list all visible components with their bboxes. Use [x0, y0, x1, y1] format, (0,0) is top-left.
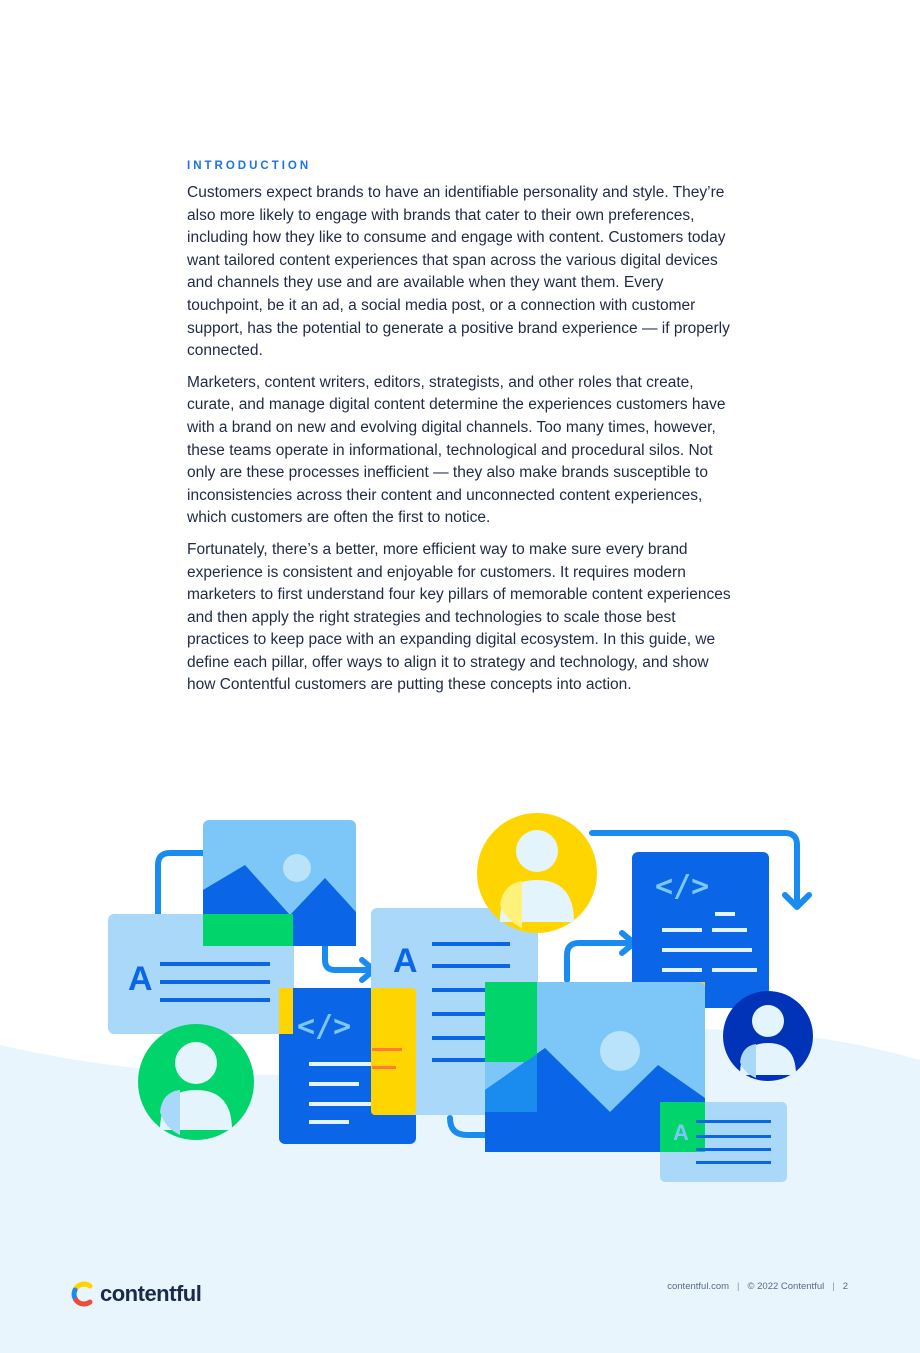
- text-card-icon: [660, 1102, 787, 1182]
- logo-wordmark: contentful: [100, 1281, 202, 1306]
- footer-copyright: © 2022 Contentful: [747, 1281, 825, 1292]
- user-avatar-icon: [477, 813, 597, 933]
- image-card-icon: [203, 820, 356, 946]
- footer-site-link[interactable]: contentful.com: [667, 1281, 730, 1292]
- content-experience-illustration: [100, 805, 820, 1195]
- page-number: 2: [842, 1281, 848, 1292]
- footer-separator: |: [832, 1281, 835, 1292]
- text-card-glyph: A: [673, 1120, 689, 1145]
- user-avatar-icon: [138, 1024, 254, 1140]
- intro-paragraph-1: Customers expect brands to have an identifiable personality and style. They’re also more likely to engage with brands that cater to their own preferences, including how they like to consume and engage with content. Customers today want tailored content experiences that span across the various digital devices and channels they use and are available when they want them. Every touchpoint, be it an ad, a social media post, or a connection with customer support, has the potential to generate a positive brand experience — if properly connected.: [187, 184, 730, 360]
- text-card-glyph: A: [128, 960, 153, 998]
- text-card-glyph: A: [393, 942, 418, 980]
- section-eyebrow: INTRODUCTION: [187, 160, 312, 172]
- user-avatar-icon: [723, 991, 813, 1081]
- code-card-glyph: </>: [297, 1009, 352, 1044]
- footer-separator: |: [737, 1281, 740, 1292]
- code-card-glyph: </>: [655, 869, 710, 904]
- contentful-logo[interactable]: [70, 1278, 201, 1310]
- footer-meta: [667, 1281, 848, 1292]
- intro-paragraph-3: Fortunately, there’s a better, more efficient way to make sure every brand experience is consistent and enjoyable for customers. It requires modern marketers to first understand four key pillars of memorable content experiences and then apply the right strategies and technologies to scale those best practices to keep pace with an expanding digital ecosystem. In this guide, we define each pillar, offer ways to align it to strategy and technology, and show how Contentful customers are putting these concepts into action.: [187, 540, 731, 694]
- intro-paragraph-2: Marketers, content writers, editors, strategists, and other roles that create, curate, and manage digital content determine the experiences customers have with a brand on new and evolving digital channels. Too many times, however, these teams operate in informational, technological and procedural silos. Not only are these processes inefficient — they also make brands susceptible to inconsistencies across their content and unconnected content experiences, which customers are often the first to notice.: [187, 373, 726, 527]
- intro-section: [187, 160, 737, 706]
- contentful-logo-icon: [70, 1280, 96, 1308]
